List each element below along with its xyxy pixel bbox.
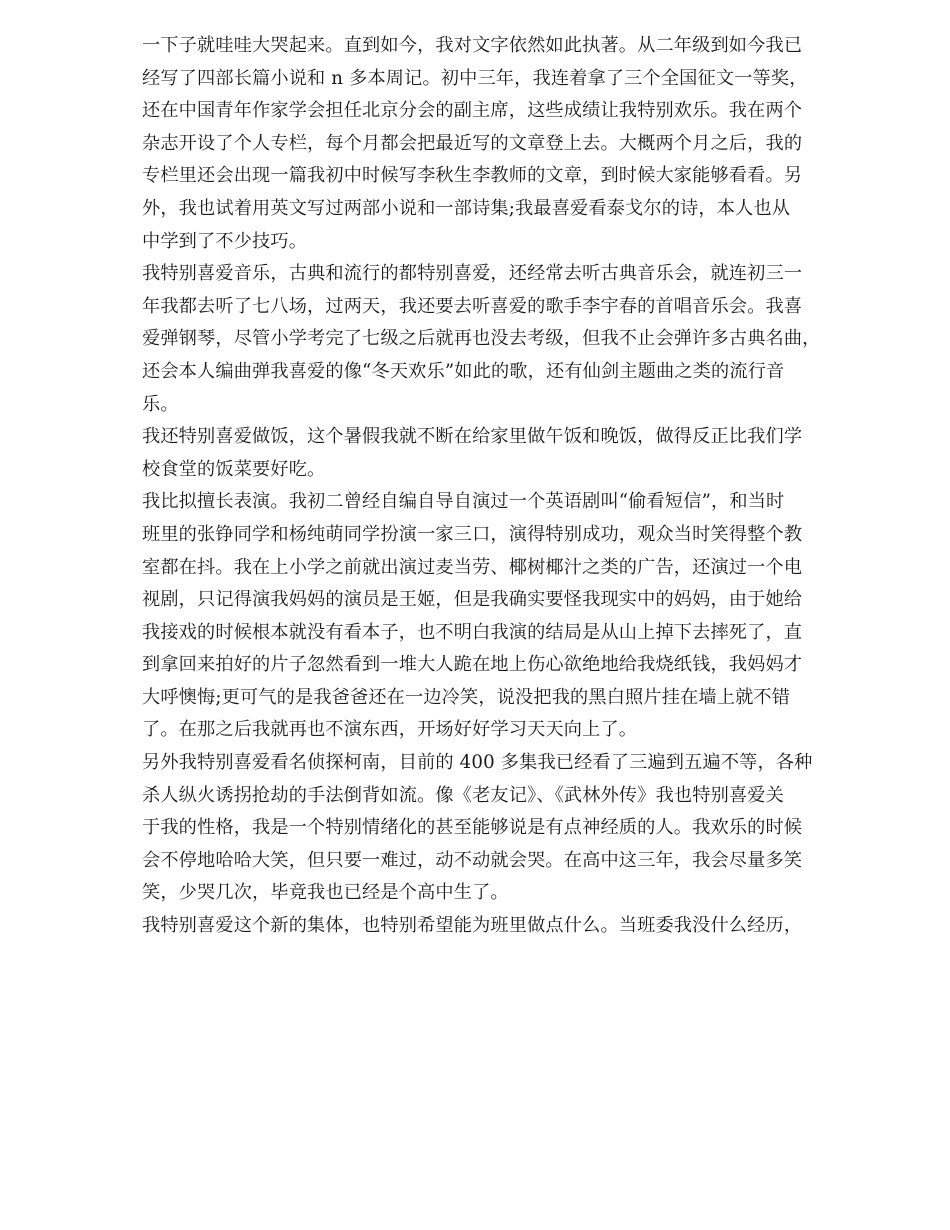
text-line: 另外我特别喜爱看名侦探柯南，目前的 400 多集我已经看了三遍到五遍不等，各种	[142, 752, 813, 774]
text-line: 还在中国青年作家学会担任北京分会的副主席，这些成绩让我特别欢乐。我在两个	[142, 100, 803, 122]
text-line: 还会本人编曲弹我喜爱的像“冬天欢乐”如此的歌，还有仙剑主题曲之类的流行音	[142, 360, 785, 382]
text-line: 杀人纵火诱拐抢劫的手法倒背如流。像《老友记》、《武林外传》我也特别喜爱关	[142, 784, 784, 806]
text-line: 专栏里还会出现一篇我初中时候写李秋生李教师的文章，到时候大家能够看看。另	[142, 165, 803, 187]
text-line: 经写了四部长篇小说和 n 多本周记。初中三年，我连着拿了三个全国征文一等奖，	[142, 67, 808, 89]
text-line: 我接戏的时候根本就没有看本子，也不明白我演的结局是从山上掉下去摔死了，直	[142, 621, 803, 643]
text-line: 我特别喜爱这个新的集体，也特别希望能为班里做点什么。当班委我没什么经历，	[142, 915, 803, 937]
text-line: 大呼懊悔;更可气的是我爸爸还在一边冷笑，说没把我的黑白照片挂在墙上就不错	[142, 686, 791, 708]
text-line: 我特别喜爱音乐，古典和流行的都特别喜爱，还经常去听古典音乐会，就连初三一	[142, 263, 803, 285]
text-line: 年我都去听了七八场，过两天，我还要去听喜爱的歌手李宇春的首唱音乐会。我喜	[142, 295, 803, 317]
text-line: 了。在那之后我就再也不演东西，开场好好学习天天向上了。	[142, 719, 638, 741]
text-line: 校食堂的饭菜要好吃。	[142, 458, 326, 480]
text-line: 乐。	[142, 393, 179, 415]
text-line: 一下子就哇哇大哭起来。直到如今，我对文字依然如此执著。从二年级到如今我已	[142, 35, 803, 56]
text-line: 我比拟擅长表演。我初二曾经自编自导自演过一个英语剧叫“偷看短信”，和当时	[142, 491, 785, 513]
text-line: 到拿回来拍好的片子忽然看到一堆大人跪在地上伤心欲绝地给我烧纸钱，我妈妈才	[142, 654, 803, 676]
text-line: 视剧，只记得演我妈妈的演员是王姬，但是我确实要怪我现实中的妈妈，由于她给	[142, 589, 803, 611]
text-line: 室都在抖。我在上小学之前就出演过麦当劳、椰树椰汁之类的广告，还演过一个电	[142, 556, 803, 578]
text-line: 我还特别喜爱做饭，这个暑假我就不断在给家里做午饭和晚饭，做得反正比我们学	[142, 426, 803, 448]
body-text	[142, 30, 822, 943]
text-line: 杂志开设了个人专栏，每个月都会把最近写的文章登上去。大概两个月之后，我的	[142, 132, 803, 154]
text-line: 会不停地哈哈大笑，但只要一难过，动不动就会哭。在高中这三年，我会尽量多笑	[142, 849, 803, 871]
text-line: 笑，少哭几次，毕竟我也已经是个高中生了。	[142, 882, 509, 904]
text-line: 爱弹钢琴，尽管小学考完了七级之后就再也没去考级，但我不止会弹许多古典名曲，	[142, 328, 821, 350]
text-line: 于我的性格，我是一个特别情绪化的甚至能够说是有点神经质的人。我欢乐的时候	[142, 817, 803, 839]
text-line: 外，我也试着用英文写过两部小说和一部诗集;我最喜爱看泰戈尔的诗，本人也从	[142, 197, 791, 219]
text-line: 中学到了不少技巧。	[142, 230, 308, 252]
text-line: 班里的张铮同学和杨纯萌同学扮演一家三口，演得特别成功，观众当时笑得整个教	[142, 523, 803, 545]
